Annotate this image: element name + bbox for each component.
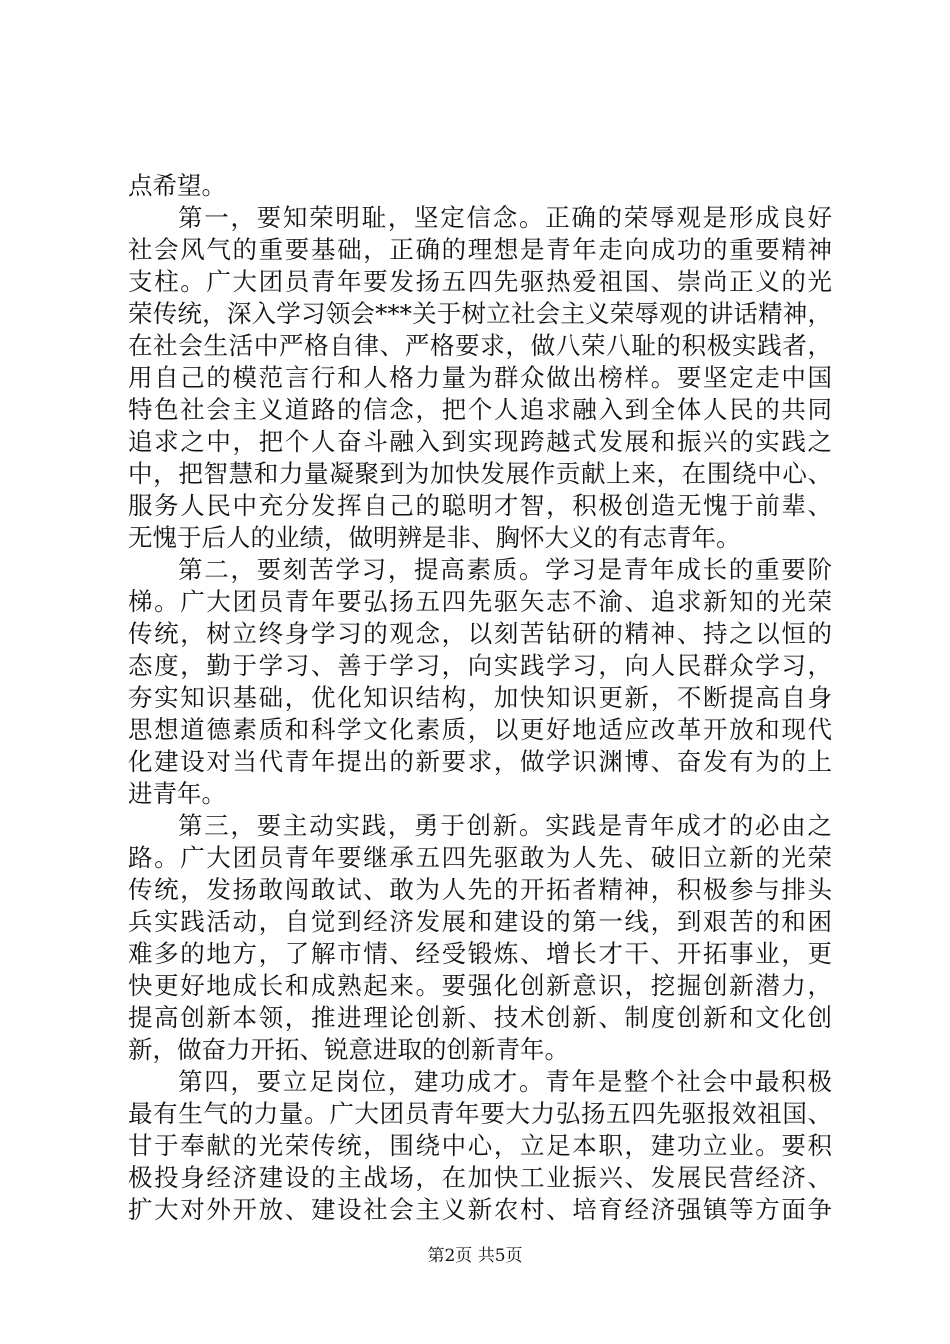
text-line: 特色社会主义道路的信念，把个人追求融入到全体人民的共同: [128, 395, 832, 424]
text-line: 追求之中，把个人奋斗融入到实现跨越式发展和振兴的实践之: [128, 427, 832, 456]
text-line: 点希望。: [128, 171, 226, 200]
text-line: 传统，树立终身学习的观念，以刻苦钻研的精神、持之以恒的: [128, 619, 832, 648]
text-line: 态度，勤于学习、善于学习，向实践学习，向人民群众学习，: [128, 651, 832, 680]
text-line: 支柱。广大团员青年要发扬五四先驱热爱祖国、崇尚正义的光: [128, 267, 832, 296]
text-line: 传统，发扬敢闯敢试、敢为人先的开拓者精神，积极参与排头: [128, 875, 832, 904]
text-line: 服务人民中充分发挥自己的聪明才智，积极创造无愧于前辈、: [128, 491, 832, 520]
text-line: 荣传统，深入学习领会***关于树立社会主义荣辱观的讲话精神，: [128, 299, 832, 328]
text-line: 化建设对当代青年提出的新要求，做学识渊博、奋发有为的上: [128, 747, 832, 776]
text-line: 第二，要刻苦学习，提高素质。学习是青年成长的重要阶: [178, 555, 832, 584]
text-line: 用自己的模范言行和人格力量为群众做出榜样。要坚定走中国: [128, 363, 832, 392]
text-line: 极投身经济建设的主战场，在加快工业振兴、发展民营经济、: [128, 1163, 832, 1192]
text-line: 第四，要立足岗位，建功成才。青年是整个社会中最积极: [178, 1067, 832, 1096]
text-line: 中，把智慧和力量凝聚到为加快发展作贡献上来，在围绕中心、: [128, 459, 832, 488]
page-footer: 第2页 共5页: [427, 1246, 523, 1266]
text-line: 社会风气的重要基础，正确的理想是青年走向成功的重要精神: [128, 235, 832, 264]
text-line: 路。广大团员青年要继承五四先驱敢为人先、破旧立新的光荣: [128, 843, 832, 872]
text-line: 思想道德素质和科学文化素质，以更好地适应改革开放和现代: [128, 715, 832, 744]
text-line: 在社会生活中严格自律、严格要求，做八荣八耻的积极实践者，: [128, 331, 832, 360]
text-line: 进青年。: [128, 779, 226, 808]
text-line: 提高创新本领，推进理论创新、技术创新、制度创新和文化创: [128, 1003, 832, 1032]
text-line: 兵实践活动，自觉到经济发展和建设的第一线，到艰苦的和困: [128, 907, 832, 936]
text-line: 扩大对外开放、建设社会主义新农村、培育经济强镇等方面争: [128, 1195, 832, 1224]
text-line: 甘于奉献的光荣传统，围绕中心，立足本职，建功立业。要积: [128, 1131, 832, 1160]
text-line: 新，做奋力开拓、锐意进取的创新青年。: [128, 1035, 569, 1064]
text-line: 第三，要主动实践，勇于创新。实践是青年成才的必由之: [178, 811, 832, 840]
text-line: 夯实知识基础，优化知识结构，加快知识更新，不断提高自身: [128, 683, 832, 712]
text-line: 最有生气的力量。广大团员青年要大力弘扬五四先驱报效祖国、: [128, 1099, 832, 1128]
document-body: [128, 170, 832, 1226]
text-line: 快更好地成长和成熟起来。要强化创新意识，挖掘创新潜力，: [128, 971, 832, 1000]
text-line: 无愧于后人的业绩，做明辨是非、胸怀大义的有志青年。: [128, 523, 741, 552]
text-line: 难多的地方，了解市情、经受锻炼、增长才干、开拓事业，更: [128, 939, 832, 968]
text-line: 梯。广大团员青年要弘扬五四先驱矢志不渝、追求新知的光荣: [128, 587, 832, 616]
text-line: 第一，要知荣明耻，坚定信念。正确的荣辱观是形成良好: [178, 203, 832, 232]
